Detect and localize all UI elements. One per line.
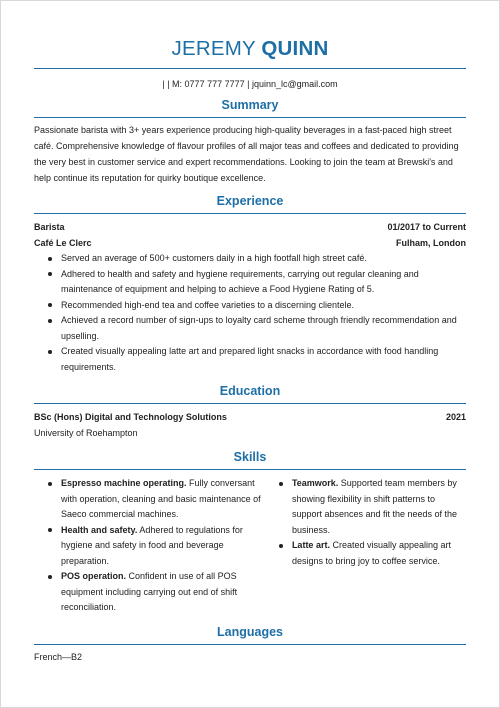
skill-name: Latte art.	[291, 540, 330, 550]
languages-divider	[34, 644, 466, 645]
first-name: JEREMY	[171, 37, 256, 60]
skills-grid	[34, 476, 466, 616]
list-item	[61, 523, 265, 570]
summary-heading: Summary	[221, 98, 279, 112]
school-name: University of Roehampton	[34, 428, 138, 438]
experience-divider	[34, 213, 466, 214]
list-item: Created visually appealing latte art and prepared light snacks in accordance with food handling requirements.	[61, 344, 466, 375]
last-name: QUINN	[261, 37, 329, 60]
list-item: Adhered to health and safety and hygiene requirements, carrying out regular cleaning and maintenance of equipment and helping to achieve a Food Hygiene Rating of 5.	[61, 267, 466, 298]
list-item	[292, 476, 466, 538]
skills-divider	[34, 469, 466, 470]
education-divider	[34, 403, 466, 404]
list-item: Served an average of 500+ customers daily in a high footfall high street café.	[61, 251, 466, 267]
experience-bullet-list	[34, 251, 466, 375]
skill-description: Supported team members by showing flexibility in shift patterns to support absences and fit the needs of the business.	[291, 478, 458, 535]
experience-heading: Experience	[216, 194, 284, 208]
job-title-row	[34, 219, 466, 235]
list-item: Achieved a record number of sign-ups to loyalty card scheme through friendly recommendation and upselling.	[61, 313, 466, 344]
employer-name: Café Le Clerc	[34, 238, 92, 248]
skill-name: Teamwork.	[291, 478, 339, 488]
languages-heading: Languages	[217, 624, 283, 639]
employer-row	[34, 235, 466, 251]
summary-text: Passionate barista with 3+ years experience producing high-quality beverages in a fast-paced high street café. Comprehensive knowledge of flavour profiles of all major teas and coffees and dedicated to providing the very best in customer service and expert recommendations. Looking to join the team at Brewski's and help continue its reputation for quirky boutique excellence.	[34, 125, 459, 183]
employer-location: Fulham, London	[396, 238, 466, 248]
candidate-name	[34, 37, 466, 61]
list-item	[61, 476, 265, 523]
skill-name: POS operation.	[61, 571, 127, 581]
education-heading: Education	[219, 384, 281, 398]
list-item: Recommended high-end tea and coffee varieties to a discerning clientele.	[61, 298, 466, 314]
skills-heading: Skills	[233, 450, 267, 464]
skill-description: Adhered to regulations for hygiene and safety in food and beverage preparation.	[61, 524, 243, 566]
skill-description: Confident in use of all POS equipment including carrying out end of shift reconciliation.	[61, 571, 238, 612]
skill-name: Espresso machine operating.	[61, 478, 187, 488]
skills-column-left	[34, 476, 265, 616]
degree-year: 2021	[445, 412, 466, 422]
job-title: Barista	[34, 222, 65, 232]
list-item	[292, 538, 466, 569]
languages-text: French—B2	[34, 651, 83, 662]
contact-line: | | M: 0777 777 7777 | jquinn_lc@gmail.com	[162, 79, 338, 89]
skills-column-right	[265, 476, 466, 616]
summary-divider	[34, 117, 466, 118]
job-dates: 01/2017 to Current	[387, 222, 466, 232]
degree-name: BSc (Hons) Digital and Technology Solutions	[34, 412, 227, 422]
skill-name: Health and safety.	[61, 524, 138, 535]
skill-description: Fully conversant with operation, cleaning and basic maintenance of Saeco commercial machines.	[61, 478, 261, 519]
degree-row	[34, 409, 466, 425]
list-item	[61, 569, 265, 616]
skill-description: Created visually appealing art designs to bring joy to coffee service.	[291, 540, 452, 566]
header-divider	[34, 68, 466, 69]
